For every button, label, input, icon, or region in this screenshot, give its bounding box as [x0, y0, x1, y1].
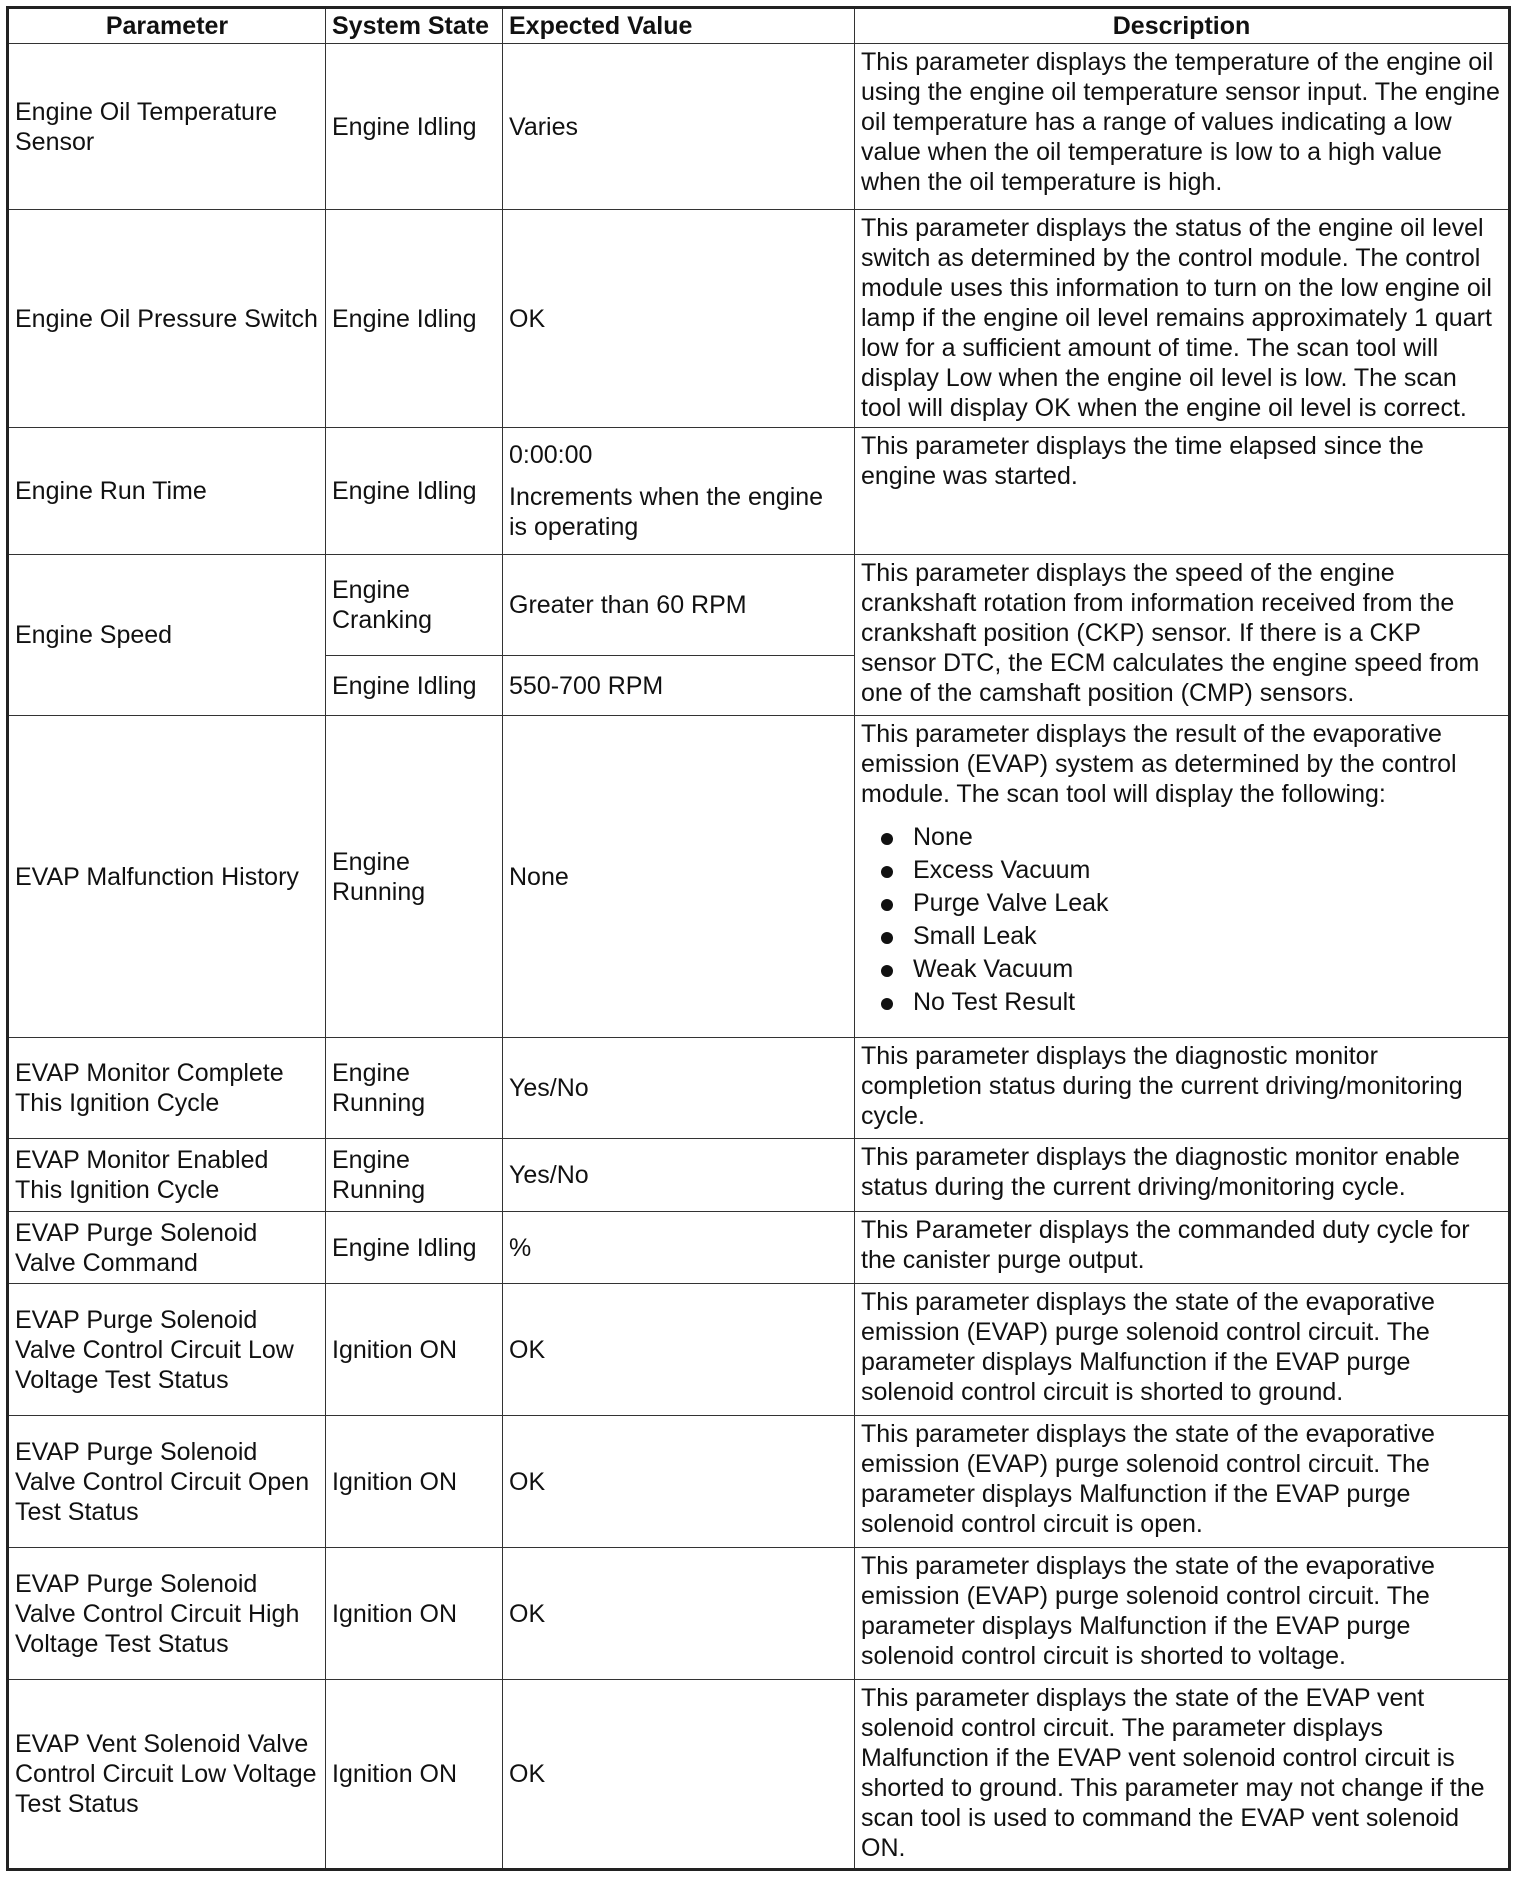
- list-item: No Test Result: [879, 986, 1502, 1019]
- description-cell: This parameter displays the diagnostic monitor enable status during the current driving/monitoring cycle.: [855, 1139, 1510, 1212]
- expected-value-cell: [503, 428, 855, 555]
- expected-value-cell: OK: [503, 1548, 855, 1680]
- table-row: [8, 1038, 1510, 1139]
- parameter-cell: EVAP Vent Solenoid Valve Control Circuit Low Voltage Test Status: [8, 1680, 326, 1870]
- parameter-cell: EVAP Purge Solenoid Valve Control Circuit Open Test Status: [8, 1416, 326, 1548]
- expected-value-cell: %: [503, 1212, 855, 1284]
- description-cell: [855, 716, 1510, 1038]
- system-state-cell: Ignition ON: [326, 1284, 503, 1416]
- expected-value-cell: OK: [503, 1680, 855, 1870]
- expected-value-primary: 0:00:00: [509, 441, 593, 469]
- parameter-cell: EVAP Purge Solenoid Valve Control Circuit High Voltage Test Status: [8, 1548, 326, 1680]
- system-state-cell: Engine Cranking: [326, 555, 503, 656]
- parameter-cell: Engine Oil Pressure Switch: [8, 210, 326, 428]
- parameter-cell: Engine Oil Temperature Sensor: [8, 44, 326, 210]
- expected-value-cell: 550-700 RPM: [503, 656, 855, 716]
- system-state-cell: Engine Running: [326, 1139, 503, 1212]
- system-state-cell: Engine Idling: [326, 428, 503, 555]
- header-expected-value: Expected Value: [503, 8, 855, 44]
- expected-value-cell: Yes/No: [503, 1139, 855, 1212]
- parameter-cell: EVAP Monitor Enabled This Ignition Cycle: [8, 1139, 326, 1212]
- expected-value-cell: OK: [503, 1284, 855, 1416]
- header-row: [8, 8, 1510, 44]
- header-system-state: System State: [326, 8, 503, 44]
- parameter-cell: Engine Speed: [8, 555, 326, 716]
- expected-value-cell: Yes/No: [503, 1038, 855, 1139]
- description-text: This parameter displays the result of the evaporative emission (EVAP) system as determined by the control module. The scan tool will display the following:: [861, 720, 1457, 808]
- description-cell: This parameter displays the time elapsed since the engine was started.: [855, 428, 1510, 555]
- parameter-cell: EVAP Purge Solenoid Valve Control Circuit Low Voltage Test Status: [8, 1284, 326, 1416]
- table-row: [8, 1284, 1510, 1416]
- system-state-cell: Engine Idling: [326, 1212, 503, 1284]
- table-row: [8, 555, 1510, 656]
- system-state-cell: Ignition ON: [326, 1680, 503, 1870]
- system-state-cell: Engine Running: [326, 1038, 503, 1139]
- table-row: [8, 1416, 1510, 1548]
- description-cell: This parameter displays the state of the evaporative emission (EVAP) purge solenoid control circuit. The parameter displays Malfunction if the EVAP purge solenoid control circuit is shorted to voltage.: [855, 1548, 1510, 1680]
- document-page: [6, 6, 1508, 1871]
- list-item: Small Leak: [879, 920, 1502, 953]
- system-state-cell: Ignition ON: [326, 1416, 503, 1548]
- table-row: [8, 1139, 1510, 1212]
- parameter-cell: EVAP Monitor Complete This Ignition Cycle: [8, 1038, 326, 1139]
- parameter-cell: EVAP Malfunction History: [8, 716, 326, 1038]
- header-parameter: Parameter: [8, 8, 326, 44]
- description-cell: This Parameter displays the commanded duty cycle for the canister purge output.: [855, 1212, 1510, 1284]
- description-cell: This parameter displays the diagnostic monitor completion status during the current driving/monitoring cycle.: [855, 1038, 1510, 1139]
- list-item: None: [879, 821, 1502, 854]
- list-item: Purge Valve Leak: [879, 887, 1502, 920]
- table-row: [8, 1680, 1510, 1870]
- system-state-cell: Engine Running: [326, 716, 503, 1038]
- system-state-cell: Engine Idling: [326, 656, 503, 716]
- expected-value-cell: OK: [503, 1416, 855, 1548]
- description-cell: This parameter displays the status of the engine oil level switch as determined by the control module. The control module uses this information to turn on the low engine oil lamp if the engine oil level remains approximately 1 quart low for a sufficient amount of time. The scan tool will display Low when the engine oil level is low. The scan tool will display OK when the engine oil level is correct.: [855, 210, 1510, 428]
- description-cell: This parameter displays the temperature of the engine oil using the engine oil temperature sensor input. The engine oil temperature has a range of values indicating a low value when the oil temperature is low to a high value when the oil temperature is high.: [855, 44, 1510, 210]
- description-cell: This parameter displays the state of the evaporative emission (EVAP) purge solenoid control circuit. The parameter displays Malfunction if the EVAP purge solenoid control circuit is open.: [855, 1416, 1510, 1548]
- bullet-list: [861, 821, 1502, 1019]
- description-cell: This parameter displays the state of the evaporative emission (EVAP) purge solenoid control circuit. The parameter displays Malfunction if the EVAP purge solenoid control circuit is shorted to ground.: [855, 1284, 1510, 1416]
- table-row: [8, 44, 1510, 210]
- table-row: [8, 716, 1510, 1038]
- parameter-table: [6, 6, 1511, 1871]
- expected-value-cell: Varies: [503, 44, 855, 210]
- table-row: [8, 1212, 1510, 1284]
- system-state-cell: Ignition ON: [326, 1548, 503, 1680]
- header-description: Description: [855, 8, 1510, 44]
- expected-value-cell: Greater than 60 RPM: [503, 555, 855, 656]
- list-item: Weak Vacuum: [879, 953, 1502, 986]
- system-state-cell: Engine Idling: [326, 210, 503, 428]
- parameter-cell: Engine Run Time: [8, 428, 326, 555]
- expected-value-note: Increments when the engine is operating: [509, 483, 824, 541]
- table-row: [8, 428, 1510, 555]
- expected-value-cell: None: [503, 716, 855, 1038]
- parameter-cell: EVAP Purge Solenoid Valve Command: [8, 1212, 326, 1284]
- table-row: [8, 210, 1510, 428]
- expected-value-cell: OK: [503, 210, 855, 428]
- description-cell: This parameter displays the state of the EVAP vent solenoid control circuit. The parameter displays Malfunction if the EVAP vent solenoid control circuit is shorted to ground. This parameter may not change if the scan tool is used to command the EVAP vent solenoid ON.: [855, 1680, 1510, 1870]
- system-state-cell: Engine Idling: [326, 44, 503, 210]
- list-item: Excess Vacuum: [879, 854, 1502, 887]
- description-cell: This parameter displays the speed of the engine crankshaft rotation from information received from the crankshaft position (CKP) sensor. If there is a CKP sensor DTC, the ECM calculates the engine speed from one of the camshaft position (CMP) sensors.: [855, 555, 1510, 716]
- table-row: [8, 1548, 1510, 1680]
